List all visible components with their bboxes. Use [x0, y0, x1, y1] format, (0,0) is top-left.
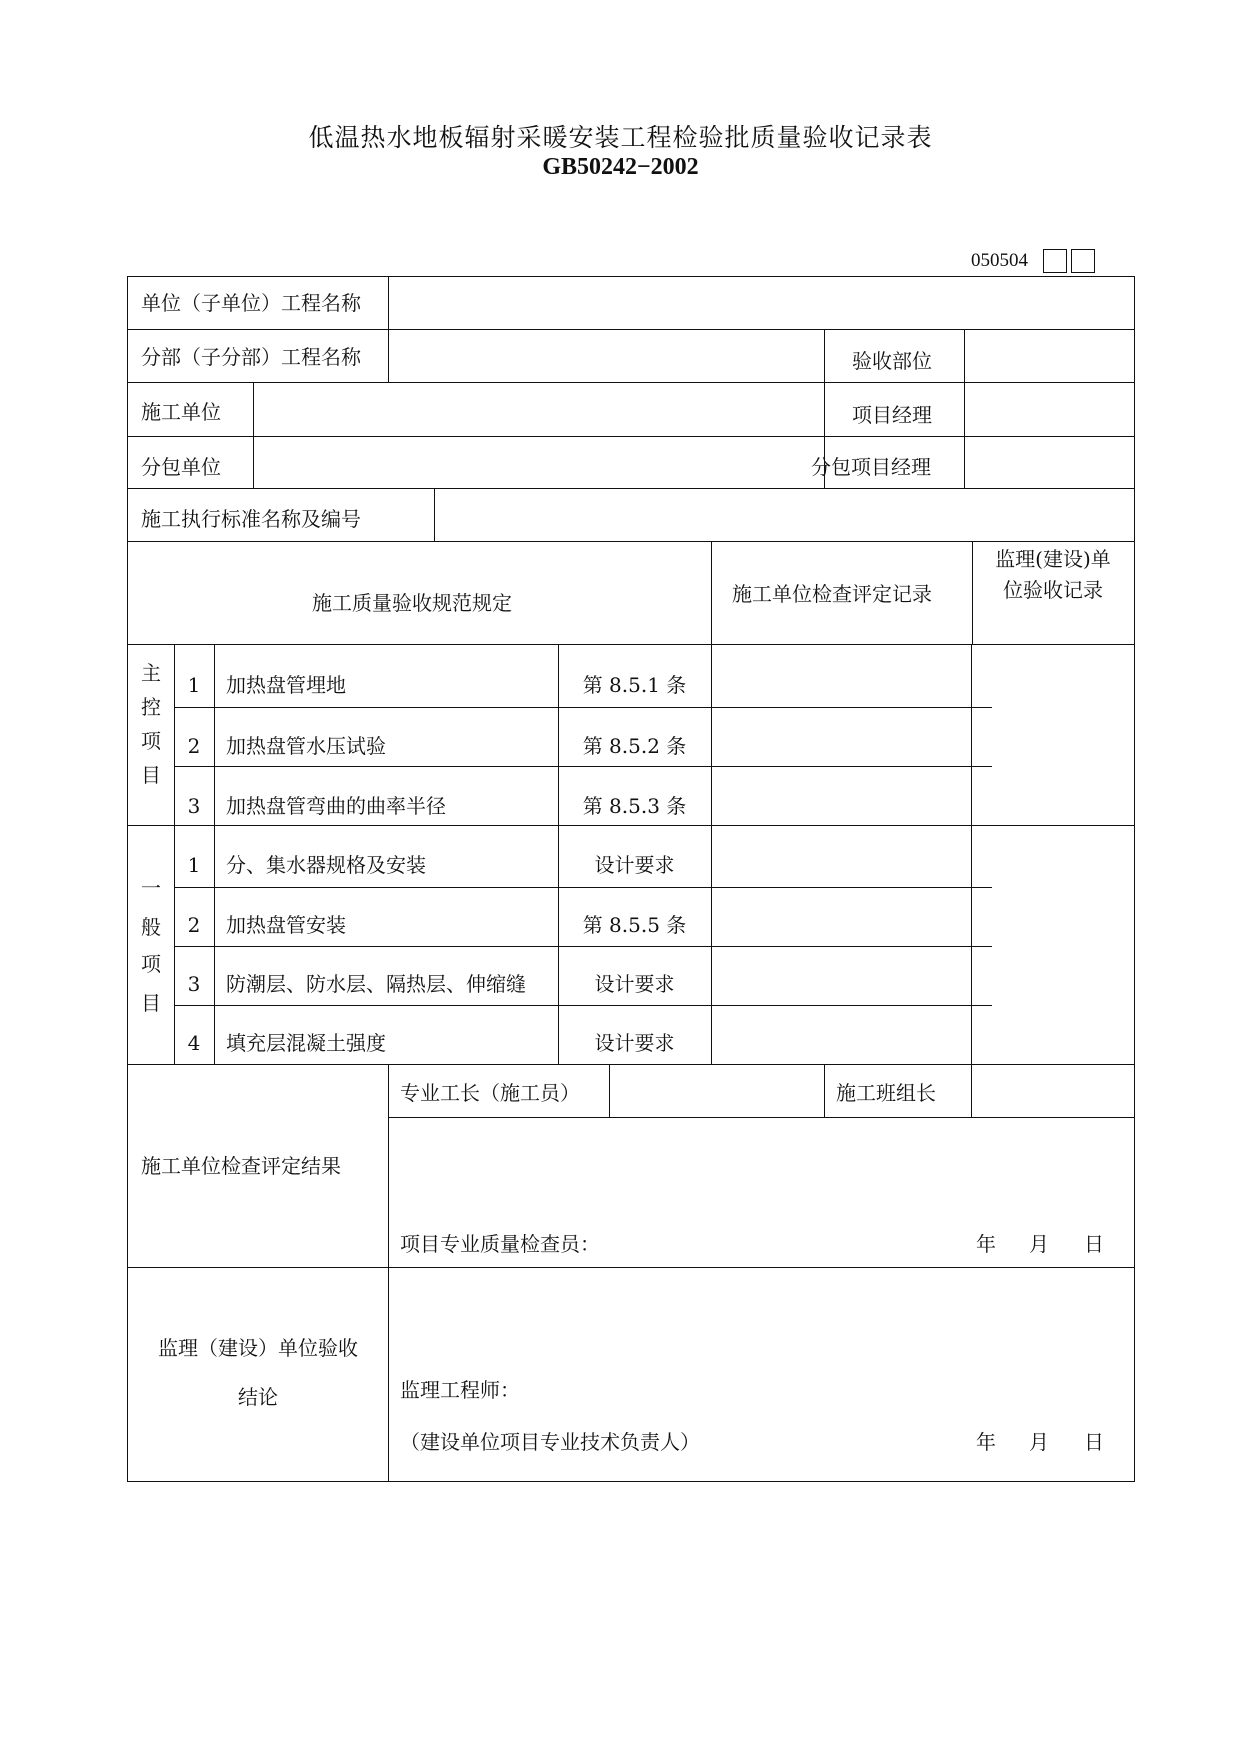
sub-manager-label: 分包项目经理 — [811, 455, 931, 479]
general-item-requirement: 设计要求 — [594, 1031, 675, 1055]
inspector-label: 项目专业质量检查员： — [400, 1232, 600, 1256]
form-code-box-1[interactable] — [1043, 249, 1067, 273]
main-group-char: 项 — [141, 729, 161, 753]
team-leader-label: 施工班组长 — [836, 1081, 936, 1105]
accept-part-label: 验收部位 — [852, 349, 932, 373]
main-item-requirement: 第 8.5.3 条 — [582, 794, 687, 818]
general-item-name: 防潮层、防水层、隔热层、伸缩缝 — [226, 972, 526, 996]
conclusion-label-line2: 结论 — [238, 1385, 278, 1409]
form-code-box-2[interactable] — [1071, 249, 1095, 273]
inspection-form-table — [127, 276, 1135, 1482]
spec-column-heading: 施工质量验收规范规定 — [312, 591, 512, 615]
conclusion-day: 日 — [1084, 1430, 1104, 1454]
main-item-no: 1 — [187, 673, 201, 697]
standard-code: GB50242−2002 — [542, 154, 699, 180]
general-item-no: 1 — [187, 853, 201, 877]
general-group-char: 般 — [141, 915, 161, 939]
project-manager-label: 项目经理 — [852, 403, 932, 427]
check-record-column-heading: 施工单位检查评定记录 — [732, 582, 932, 606]
unit-project-label: 单位（子单位）工程名称 — [141, 291, 361, 315]
general-item-name: 填充层混凝土强度 — [226, 1031, 386, 1055]
general-item-name: 加热盘管安装 — [226, 913, 346, 937]
supervisor-column-heading-line2: 位验收记录 — [1003, 578, 1103, 602]
result-day: 日 — [1084, 1232, 1104, 1256]
constructor-label: 施工单位 — [141, 400, 221, 424]
main-item-name: 加热盘管埋地 — [226, 673, 346, 697]
main-item-no: 3 — [187, 794, 201, 818]
subcontractor-label: 分包单位 — [141, 455, 221, 479]
main-item-name: 加热盘管弯曲的曲率半径 — [226, 794, 446, 818]
result-year: 年 — [976, 1232, 996, 1256]
general-item-name: 分、集水器规格及安装 — [226, 853, 426, 877]
main-group-char: 主 — [141, 661, 161, 685]
standard-name-label: 施工执行标准名称及编号 — [141, 507, 361, 531]
general-item-requirement: 设计要求 — [594, 972, 675, 996]
foreman-label: 专业工长（施工员） — [400, 1081, 580, 1105]
conclusion-year: 年 — [976, 1430, 996, 1454]
engineer-label: 监理工程师： — [400, 1378, 520, 1402]
result-label: 施工单位检查评定结果 — [141, 1154, 341, 1178]
main-item-name: 加热盘管水压试验 — [226, 734, 386, 758]
general-group-char: 目 — [141, 991, 161, 1015]
conclusion-label-line1: 监理（建设）单位验收 — [158, 1336, 358, 1360]
general-item-no: 2 — [187, 913, 201, 937]
sub-project-label: 分部（子分部）工程名称 — [141, 345, 361, 369]
conclusion-month: 月 — [1029, 1430, 1049, 1454]
main-group-char: 控 — [141, 695, 161, 719]
main-item-requirement: 第 8.5.1 条 — [582, 673, 687, 697]
main-item-no: 2 — [187, 734, 201, 758]
owner-rep-label: （建设单位项目专业技术负责人） — [400, 1430, 700, 1454]
result-month: 月 — [1029, 1232, 1049, 1256]
general-item-no: 3 — [187, 972, 201, 996]
general-item-requirement: 第 8.5.5 条 — [582, 913, 687, 937]
general-group-char: 项 — [141, 952, 161, 976]
general-item-no: 4 — [187, 1031, 201, 1055]
general-group-char: 一 — [141, 876, 161, 900]
form-title: 低温热水地板辐射采暖安装工程检验批质量验收记录表 — [308, 123, 933, 152]
form-code: 050504 — [971, 250, 1028, 271]
main-group-char: 目 — [141, 763, 161, 787]
main-item-requirement: 第 8.5.2 条 — [582, 734, 687, 758]
general-item-requirement: 设计要求 — [594, 853, 675, 877]
supervisor-column-heading-line1: 监理(建设)单 — [995, 547, 1111, 571]
